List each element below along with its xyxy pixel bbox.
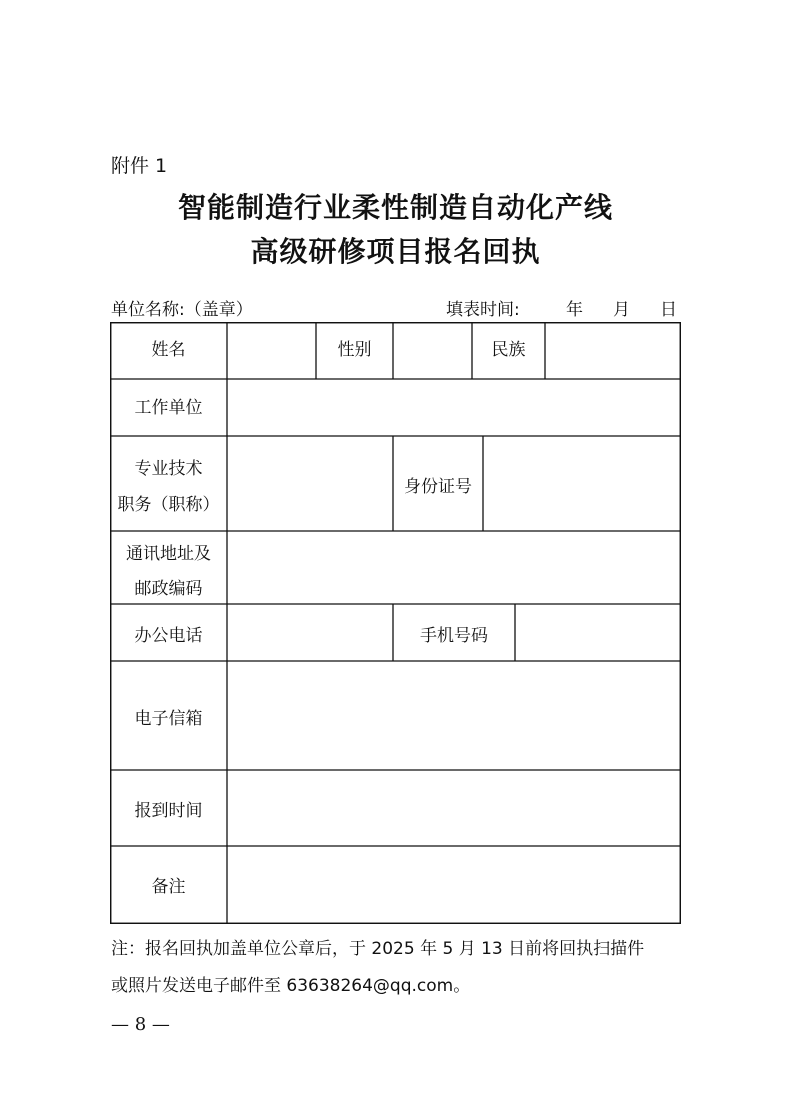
office-phone-label: 办公电话 bbox=[134, 626, 203, 646]
unit-name-label: 单位名称:（盖章） bbox=[111, 300, 253, 320]
professional-title-label-line-1: 专业技术 bbox=[134, 459, 203, 479]
email-label: 电子信箱 bbox=[134, 709, 203, 729]
document-title-line-2: 高级研修项目报名回执 bbox=[250, 235, 541, 268]
page-number: — 8 — bbox=[111, 1014, 170, 1035]
professional-title-label-line-2: 职务（职称） bbox=[117, 495, 220, 515]
mobile-label: 手机号码 bbox=[420, 626, 488, 646]
address-label-line-2: 邮政编码 bbox=[134, 579, 203, 599]
note-line-2: 或照片发送电子邮件至 63638264@qq.com。 bbox=[111, 976, 471, 996]
registration-form-table bbox=[110, 322, 681, 924]
gender-label: 性别 bbox=[337, 340, 372, 360]
note-line-1: 注：报名回执加盖单位公章后，于 2025 年 5 月 13 日前将回执扫描件 bbox=[111, 939, 645, 959]
id-number-label: 身份证号 bbox=[404, 477, 472, 497]
address-label-line-1: 通讯地址及 bbox=[126, 544, 211, 564]
month-label: 月 bbox=[613, 300, 630, 320]
report-time-label: 报到时间 bbox=[134, 801, 203, 821]
year-label: 年 bbox=[566, 300, 583, 320]
day-label: 日 bbox=[660, 300, 677, 320]
fill-time-label: 填表时间: bbox=[446, 300, 520, 320]
attachment-label: 附件 1 bbox=[111, 155, 168, 177]
ethnicity-label: 民族 bbox=[491, 340, 526, 360]
name-label: 姓名 bbox=[151, 340, 186, 360]
remarks-label: 备注 bbox=[151, 877, 186, 897]
document-title-line-1: 智能制造行业柔性制造自动化产线 bbox=[177, 191, 613, 224]
work-unit-label: 工作单位 bbox=[134, 398, 203, 418]
